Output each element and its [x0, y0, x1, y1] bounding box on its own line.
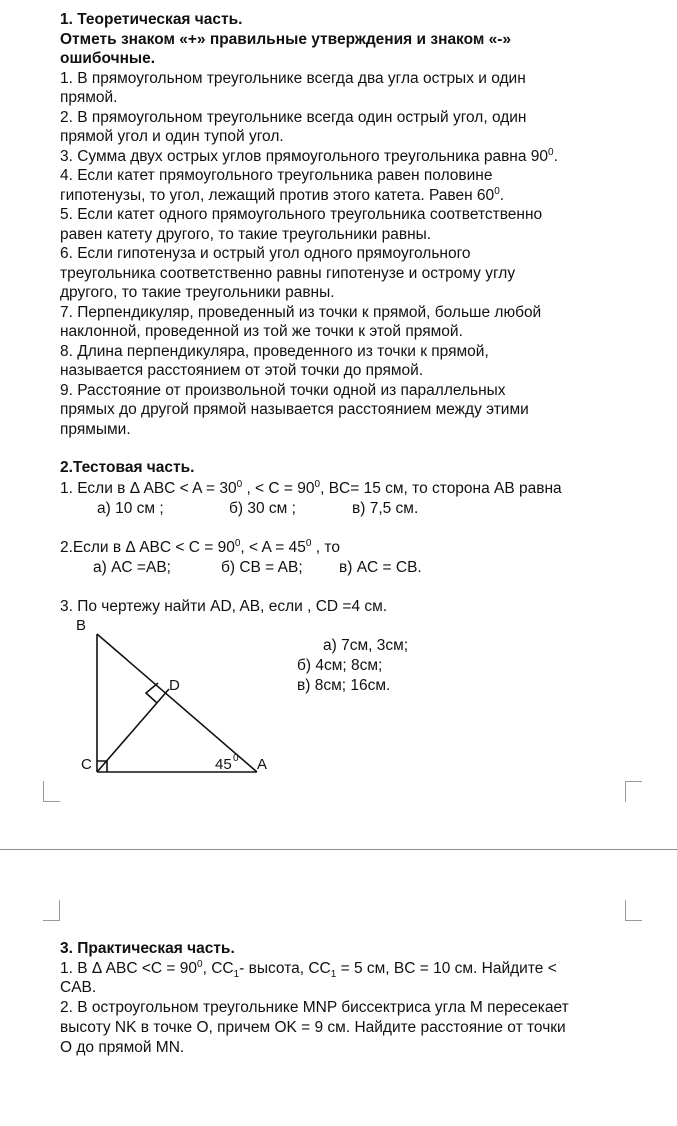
statement-line: равен катету другого, то такие треугольники равны. — [60, 226, 432, 243]
practice-task-2: O до прямой MN. — [60, 1039, 185, 1056]
statement-line: называется расстоянием от этой точки до прямой. — [60, 362, 424, 379]
statement-line: 6. Если гипотенуза и острый угол одного прямоугольного — [60, 245, 471, 262]
side-ba — [97, 634, 257, 772]
theory-heading: 1. Теоретическая часть. — [60, 11, 243, 28]
statement-line: 2. В прямоугольном треугольнике всегда один острый угол, один — [60, 109, 527, 126]
statement-line: прямых до другой прямой называется расстоянием между этими — [60, 401, 529, 418]
statement-line: наклонной, проведенной из той же точки к этой прямой. — [60, 323, 463, 340]
label-c: C — [81, 756, 92, 773]
statement-line: 3. Сумма двух острых углов прямоугольного треугольника равна $90^0$. — [60, 147, 558, 165]
page-corner-mark — [625, 900, 642, 921]
statement-line: 8. Длина перпендикуляра, проведенного из точки к прямой, — [60, 343, 489, 360]
page-separator — [0, 849, 677, 850]
page-corner-mark — [43, 900, 60, 921]
question-1: 1. Если в Δ ABC < $A = 30^0$ , < $C = 90^0$, BC= 15 см, то сторона AB равна — [60, 479, 562, 497]
statement-line: гипотенузы, то угол, лежащий против этого катета. Равен $60^0$. — [60, 186, 505, 204]
statement-line: треугольника соответственно равны гипотенузе и острому углу — [60, 265, 516, 282]
q3-option-c: в) 8см; 16см. — [297, 677, 391, 694]
q2-option-a: а) AC =AB; — [93, 559, 171, 576]
instruction-line-2: ошибочные. — [60, 50, 156, 67]
q1-option-c: в) 7,5 см. — [352, 500, 419, 517]
test-heading: 2.Тестовая часть. — [60, 459, 195, 476]
statement-line: 1. В прямоугольном треугольнике всегда два угла острых и один — [60, 70, 526, 87]
practice-task-2: 2. В остроугольном треугольнике MNP биссектриса угла M пересекает — [60, 999, 569, 1016]
statement-line: другого, то такие треугольники равны. — [60, 284, 335, 301]
statement-line: 4. Если катет прямоугольного треугольника равен половине — [60, 167, 493, 184]
label-d: D — [169, 677, 180, 694]
q3-option-a: а) 7см, 3см; — [323, 637, 409, 654]
q1-option-b: б) 30 см ; — [229, 500, 296, 517]
q2-option-b: б) CB = AB; — [221, 559, 303, 576]
label-a: A — [257, 756, 268, 773]
statement-line: 9. Расстояние от произвольной точки одной из параллельных — [60, 382, 506, 399]
statement-line: прямыми. — [60, 421, 131, 438]
angle-degree: 0 — [233, 753, 239, 764]
statement-line: прямой угол и один тупой угол. — [60, 128, 284, 145]
altitude-cd — [97, 689, 169, 772]
page-corner-mark — [625, 781, 642, 802]
label-b: B — [76, 617, 87, 634]
instruction-line-1: Отметь знаком «+» правильные утверждения и знаком «-» — [60, 31, 512, 48]
statement-line: прямой. — [60, 89, 118, 106]
angle-label: 45 — [215, 756, 232, 773]
practice-heading: 3. Практическая часть. — [60, 940, 235, 957]
q2-option-c: в) AC = CB. — [339, 559, 422, 576]
practice-task-1: 1. В Δ ABC $<C = 90^0$, $CC_1-$ высота, $CC_1 = 5$ см, BC = 10 см. Найдите < — [60, 959, 557, 981]
q1-option-a: а) 10 см ; — [97, 500, 164, 517]
practice-task-2: высоту NK в точке O, причем OK = 9 см. Найдите расстояние от точки — [60, 1019, 566, 1036]
page-corner-mark — [43, 781, 60, 802]
question-2: 2.Если в Δ ABC < $C = 90^0$, < $A = 45^0$ , то — [60, 538, 340, 556]
q3-option-b: б) 4см; 8см; — [297, 657, 383, 674]
statement-line: 7. Перпендикуляр, проведенный из точки к прямой, больше любой — [60, 304, 542, 321]
statement-line: 5. Если катет одного прямоугольного треугольника соответственно — [60, 206, 543, 223]
practice-task-1-cont: CAB. — [60, 979, 97, 996]
question-3: 3. По чертежу найти AD, AB, если , CD =4 см. — [60, 598, 388, 615]
